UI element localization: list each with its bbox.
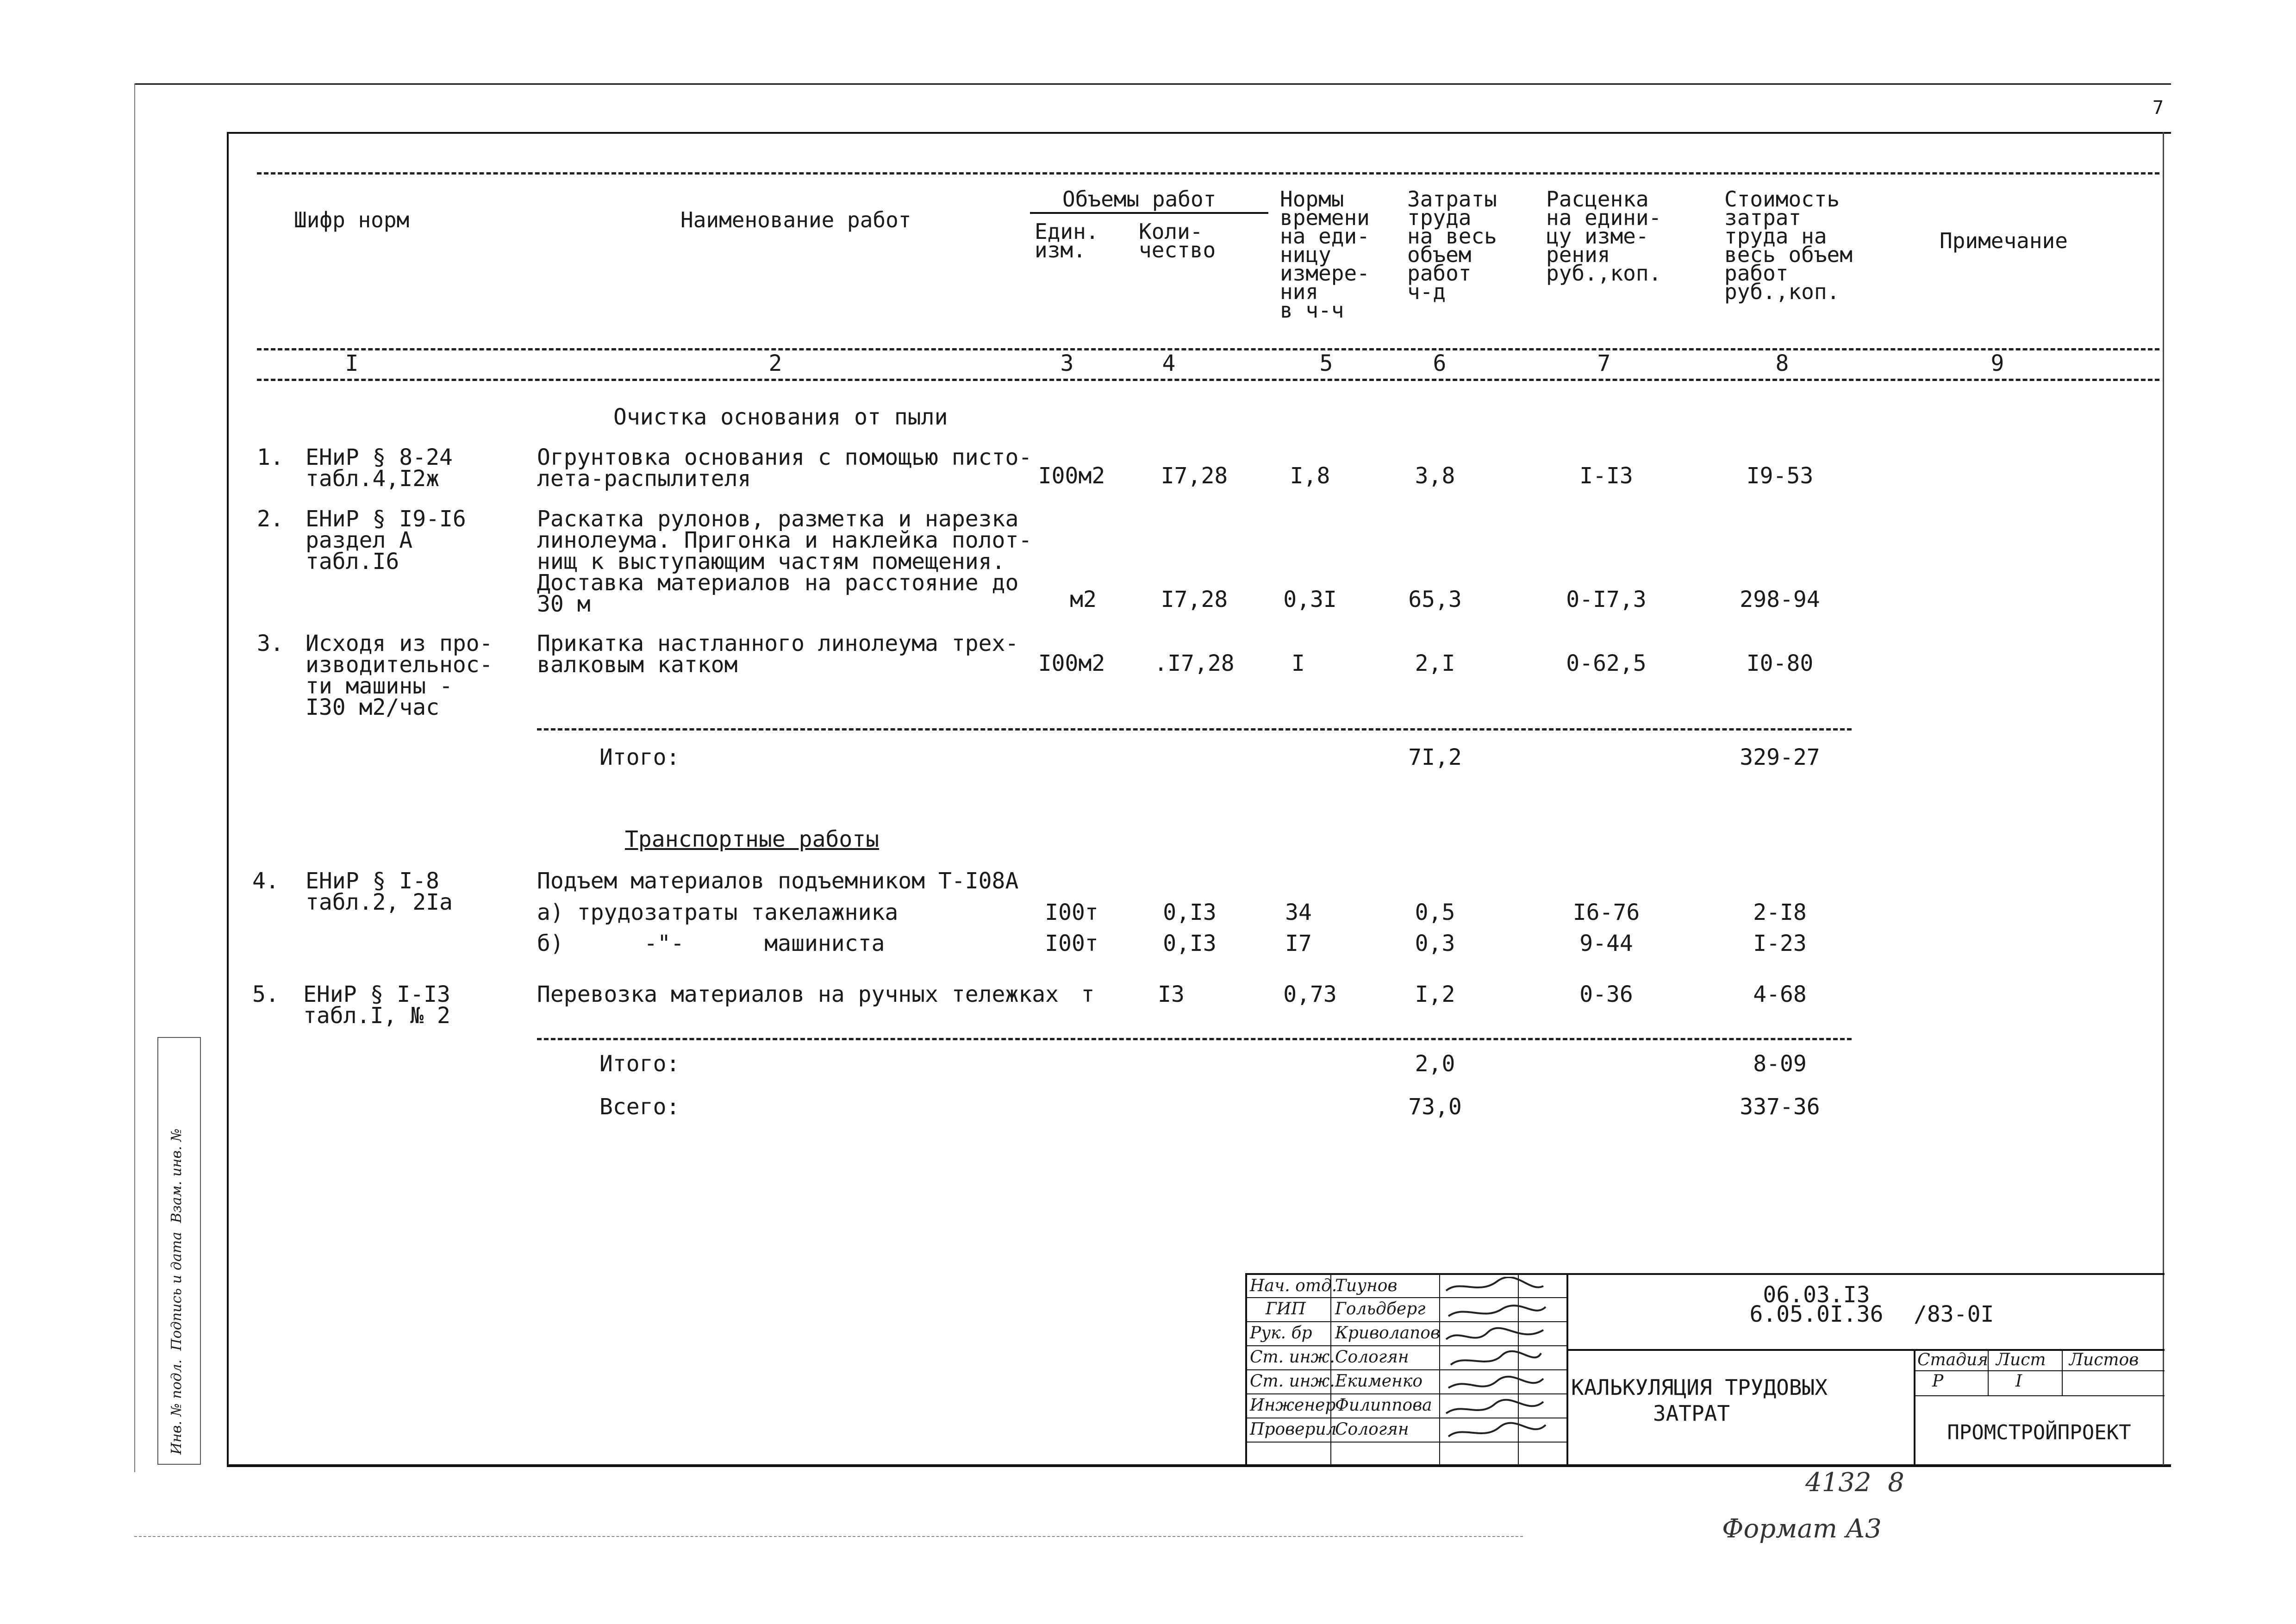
name-3: Криволапов [1335,1324,1440,1343]
row3-labor: 2,I [1415,650,1455,676]
stage-divider-2 [2062,1349,2063,1395]
row4b-cost: I-23 [1753,931,1807,956]
row4b-unit: I00т [1045,931,1098,956]
stage-value: Р [1932,1372,1944,1391]
section2-total-cost: 8-09 [1753,1051,1807,1077]
section1-total-cost: 329-27 [1740,744,1820,770]
col4-header: Коли- чество [1139,219,1216,262]
col-number-9: 9 [1990,350,2004,376]
row1-number: 1. [257,444,284,470]
row4a-norm: 34 [1285,899,1312,925]
grand-total-label: Всего: [599,1094,680,1120]
role-2: ГИП [1266,1299,1306,1318]
name-1: Тиунов [1335,1276,1398,1295]
role-5: Ст. инж. [1250,1372,1335,1391]
col-number-6: 6 [1433,350,1447,376]
row5-name: Перевозка материалов на ручных тележках [537,981,1059,1007]
section2-total-label: Итого: [599,1051,680,1077]
row2-norm: 0,3I [1283,587,1337,612]
organization-name: ПРОМСТРОЙПРОЕКТ [1947,1421,2131,1444]
row4a-labor: 0,5 [1415,899,1455,925]
name-6: Филиппова [1335,1396,1432,1415]
row5-labor: I,2 [1415,981,1455,1007]
section2-title: Транспортные работы [625,826,880,852]
inventory-number: 4132 8 [1805,1468,1904,1498]
row3-rate: 0-62,5 [1566,650,1647,676]
row4b-labor: 0,3 [1415,931,1455,956]
row4a-name: а) трудозатраты такелажника [537,899,898,925]
signatures-drawing [1441,1277,1553,1443]
volumes-group-rule [1030,212,1268,214]
row1-norm: I,8 [1290,463,1330,489]
section1-total-label: Итого: [599,744,680,770]
bottom-scan-line [134,1536,1523,1537]
frame-left [227,132,229,1465]
role-3: Рук. бр [1250,1324,1312,1343]
volumes-group-header: Объемы работ [1062,187,1217,212]
stage-box [1914,1349,2165,1396]
title-block [1245,1273,2165,1466]
row3-cost: I0-80 [1746,650,1814,676]
sheet-value: I [2015,1372,2022,1391]
row2-code: ЕНиР § I9-I6 раздел А табл.I6 [306,506,466,575]
row1-rate: I-I3 [1579,463,1633,489]
row4b-qty: 0,I3 [1163,931,1217,956]
row5-number: 5. [252,981,279,1007]
section2-total-rule [537,1038,1852,1040]
frame-right [2163,132,2164,1465]
row4a-unit: I00т [1045,899,1098,925]
col7-header: Расценка на едини- цу изме- рения руб.,коп. [1546,187,1662,286]
name-4: Сологян [1335,1348,1409,1367]
row4a-rate: I6-76 [1572,899,1640,925]
row4a-qty: 0,I3 [1163,899,1217,925]
row2-number: 2. [257,506,284,532]
row1-labor: 3,8 [1415,463,1455,489]
row2-name: Раскатка рулонов, разметка и нарезка линолеума. Пригонка и наклейка полот- нищ к выступающим частям помещения. Доставка материалов на расстояние до 30 м [537,506,1032,617]
outer-top-line [134,83,2171,85]
side-stamp-text: Инв. № подл. Подпись и дата Взам. инв. № [168,1128,185,1455]
row4a-cost: 2-I8 [1753,899,1807,925]
sheet-label: Лист [1996,1350,2046,1369]
header-top-rule [257,172,2159,175]
row3-norm: I [1292,650,1305,676]
drawing-code-line2: 6.05.0I.36 [1749,1301,1884,1327]
row4-name: Подъем материалов подъемником Т-I08А [537,868,1019,894]
col6-header: Затраты труда на весь объем работ ч-д [1407,187,1497,304]
sheets-label: Листов [2069,1350,2139,1369]
section1-title: Очистка основания от пыли [613,404,948,430]
drawing-code-suffix: /83-0I [1914,1301,1994,1327]
row1-cost: I9-53 [1746,463,1814,489]
row1-qty: I7,28 [1160,463,1228,489]
sheet-corner-mark: 7 [2152,97,2164,119]
row5-qty: I3 [1158,981,1185,1007]
stage-label: Стадия [1917,1350,1988,1369]
row3-code: Исходя из про- изводительнос- ти машины - I30 м2/час [306,631,493,720]
header-bottom-rule [257,379,2159,381]
col-number-7: 7 [1597,350,1611,376]
col2-header: Наименование работ [680,207,911,232]
row4b-rate: 9-44 [1579,931,1633,956]
role-7: Проверил [1250,1420,1337,1439]
drawing-code-line1: 06.03.I3 [1763,1282,1870,1308]
grand-total-labor: 73,0 [1408,1094,1462,1120]
role-1: Нач. отд. [1250,1276,1337,1295]
grand-total-cost: 337-36 [1740,1094,1820,1120]
row4b-norm: I7 [1285,931,1312,956]
row1-code: ЕНиР § 8-24 табл.4,I2ж [306,444,453,492]
col-number-4: 4 [1162,350,1176,376]
col-number-5: 5 [1319,350,1333,376]
role-6: Инженер [1250,1396,1336,1415]
row2-cost: 298-94 [1740,587,1820,612]
row1-unit: I00м2 [1038,463,1105,489]
outer-left-line [134,83,135,1472]
row2-qty: I7,28 [1160,587,1228,612]
row5-code: ЕНиР § I-I3 табл.I, № 2 [303,981,450,1029]
row3-number: 3. [257,631,284,656]
col1-header: Шифр норм [294,207,410,232]
row3-name: Прикатка настланного линолеума трех- валковым катком [537,631,1019,678]
role-4: Ст. инж. [1250,1348,1335,1367]
col-number-1: I [345,350,359,376]
row1-name: Огрунтовка основания с помощью писто- лета-распылителя [537,444,1032,492]
frame-top [227,132,2171,134]
row2-labor: 65,3 [1408,587,1462,612]
grid-divider-names [1439,1275,1440,1466]
row5-norm: 0,73 [1283,981,1337,1007]
row4-code: ЕНиР § I-8 табл.2, 2Iа [306,868,453,915]
signature-grid [1247,1275,1568,1466]
row5-unit: т [1081,981,1095,1007]
document-title: КАЛЬКУЛЯЦИЯ ТРУДОВЫХ ЗАТРАТ [1571,1375,1828,1426]
format-label: Формат А3 [1722,1514,1882,1544]
row3-unit: I00м2 [1038,650,1105,676]
row4b-name: б) -"- машиниста [537,931,885,956]
col-number-2: 2 [768,350,782,376]
row2-unit: м2 [1070,587,1097,612]
row3-qty: .I7,28 [1154,650,1235,676]
col8-header: Стоимость затрат труда на весь объем работ руб.,коп. [1724,187,1853,304]
col3-header: Един. изм. [1035,219,1099,262]
row2-rate: 0-I7,3 [1566,587,1647,612]
col9-header: Примечание [1940,228,2068,253]
row5-rate: 0-36 [1579,981,1633,1007]
row5-cost: 4-68 [1753,981,1807,1007]
name-5: Екименко [1335,1372,1423,1391]
section1-total-labor: 7I,2 [1408,744,1462,770]
col-number-8: 8 [1775,350,1789,376]
row4-number: 4. [252,868,279,894]
section1-total-rule [537,728,1852,731]
name-2: Гольдберг [1335,1299,1426,1318]
section2-total-labor: 2,0 [1415,1051,1455,1077]
header-mid-rule [257,348,2159,350]
side-stamp [157,1037,201,1465]
col5-header: Нормы времени на еди- ницу измере- ния в ч-ч [1280,187,1370,323]
name-7: Сологян [1335,1420,1409,1439]
col-number-3: 3 [1060,350,1074,376]
stage-header-rule [1914,1370,2165,1371]
